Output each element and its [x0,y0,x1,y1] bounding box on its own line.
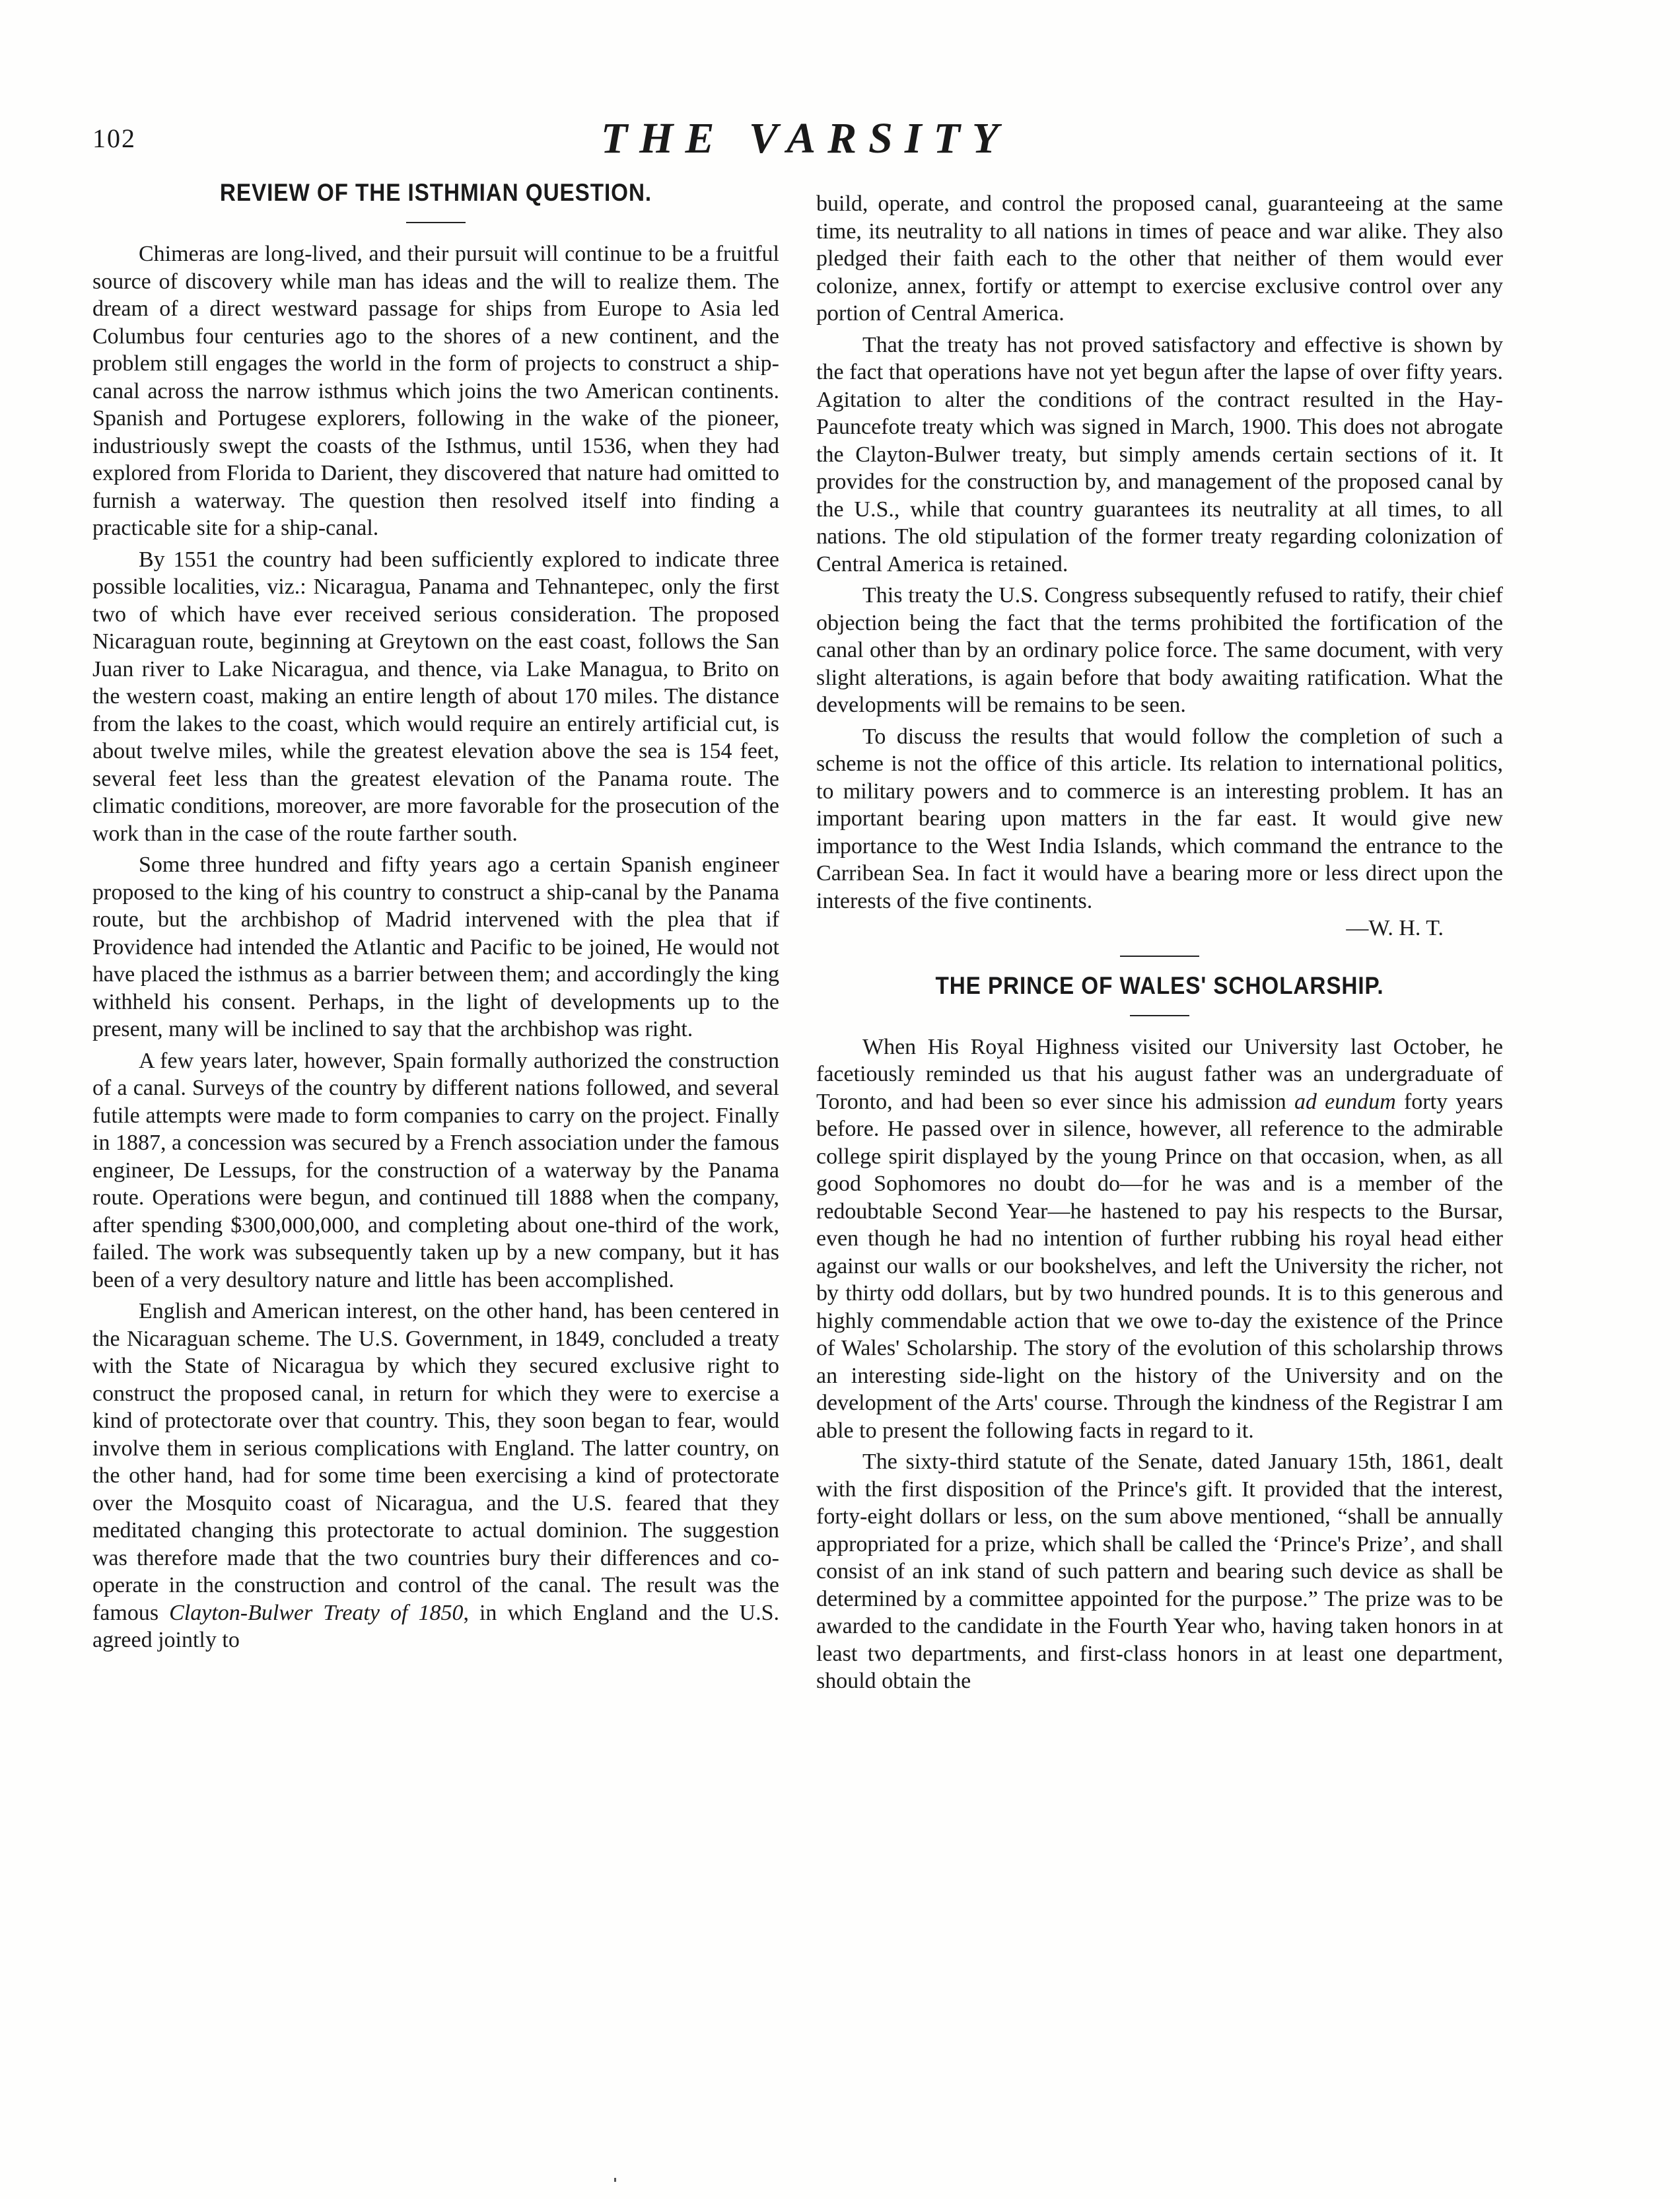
article-divider [1120,956,1199,957]
paragraph [92,1298,779,1654]
paragraph: That the treaty has not proved satisfactory and effective is shown by the fact that operations have not yet begun after the lapse of over fifty years. Agitation to alter the conditions of the contract resulted in the Hay-Pauncefote treaty which was signed in March, 1900. This does not abrogate the Clayton-Bulwer treaty, but simply amends certain sections of it. It provides for the construction by, and management of the proposed canal by the U.S., while that country guarantees its neutrality at all times, to all nations. The old stipulation of the former treaty regarding colonization of Central America is retained. [816,332,1503,576]
paragraph [816,1033,1503,1445]
paragraph-continued: build, operate, and control the proposed canal, guaranteeing at the same time, its neutrality to all nations in times of peace and war alike. They also pledged their faith each to the other that neither of them would ever colonize, annex, fortify or attempt to exercise exclusive control over any portion of Central America. [816,192,1503,326]
paragraph-text: forty years before. He passed over in silence, however, all reference to the admirable college spirit displayed by the young Prince on that occasion, when, as all good Sophomores no doubt do—for he was and is a member of the redoubtable Second Year—he hastened to pay his respects to the Bursar, even though he had no intention of further rubbing his royal head either against our walls or our bookshelves, and left the University the richer, not by thirty odd dollars, but by two hundred pounds. It is to this generous and highly commendable action that we owe to-day the existence of the Prince of Wales' Scholarship. The story of the evolution of this scholarship throws an interesting side-light on the history of the University and on the development of the Arts' course. Through the kindness of the Registrar I am able to present the following facts in regard to it. [816,1089,1504,1443]
paragraph-text: English and American interest, on the other hand, has been centered in the Nicaraguan scheme. The U.S. Government, in 1849, concluded a treaty with the State of Nicaragua by which they secured exclusive right to construct the proposed canal, in return for which they were to exercise a kind of protectorate over that country. This, they soon began to fear, would involve them in serious complications with England. The latter country, on the other hand, had for some time been exercising a kind of protectorate over the Mosquito coast of Nicaragua, and the U.S. feared that they meditated changing this protectorate to actual dominion. The suggestion was therefore made that the two countries bury their differences and co-operate in the construction and control of the canal. The result was the famous [92,1299,779,1625]
title-divider [1130,1015,1189,1016]
page-number: 102 [92,123,136,153]
author-signature: —W. H. T. [1346,916,1444,940]
page-header [92,114,1519,166]
article-title-isthmian: REVIEW OF THE ISTHMIAN QUESTION. [219,179,652,206]
print-mark [614,2178,616,2182]
paragraph: The sixty-third statute of the Senate, dated January 15th, 1861, dealt with the first disposition of the Prince's gift. It provided that the interest, forty-eight dollars or less, on the sum above mentioned, “shall be annually appropriated for a prize, which shall be called the ‘Prince's Prize’, and shall consist of an ink stand of such pattern and bearing such device as shall be determined by a committee appointed for the purpose.” The prize was to be awarded to the candidate in the Fourth Year who, having taken honors in at least two departments, and first-class honors in at least one department, should obtain the [816,1449,1503,1693]
paragraph-text: When His Royal Highness visited our University last October, he facetiously reminded us that his august father was an undergraduate of Toronto, and had been so ever since his admission [816,1034,1503,1114]
treaty-name: Clayton-Bulwer Treaty of 1850 [169,1600,464,1625]
article-title-scholarship: THE PRINCE OF WALES' SCHOLARSHIP. [935,971,1384,999]
title-divider [406,222,466,223]
paragraph: Chimeras are long-lived, and their pursuit will continue to be a fruitful source of discovery while man has ideas and the will to realize them. The dream of a direct westward passage for ships from Europe to Asia led Columbus four centuries ago to the shores of a new continent, and the problem still engages the world in the form of projects to construct a ship-canal across the narrow isthmus which joins the two American continents. Spanish and Portugese explorers, following in the wake of the pioneer, industriously swept the coasts of the Isthmus, until 1536, when they had explored from Florida to Darient, they discovered that nature had omitted to furnish a waterway. The question then resolved itself into finding a practicable site for a ship-canal. [92,242,779,540]
latin-phrase: ad eundum [1294,1089,1396,1114]
paragraph: This treaty the U.S. Congress subsequently refused to ratify, their chief objection being the fact that the terms prohibited the fortification of the canal other than by an ordinary police force. The same document, with very slight alterations, is again before that body awaiting ratification. What the developments will be remains to be seen. [816,583,1503,717]
left-column [92,177,779,1658]
journal-title: THE VARSITY [600,114,1011,162]
right-column [816,190,1503,1699]
paragraph: A few years later, however, Spain formally authorized the construction of a canal. Surveys of the country by different nations followed, and several futile attempts were made to form companies to carry on the project. Finally in 1887, a concession was secured by a French association under the famous engineer, De Lessups, for the construction of a waterway by the Panama route. Operations were begun, and continued till 1888 when the company, after spending $300,000,000, and completing about one-third of the work, failed. The work was subsequently taken up by a new company, but it has been of a very desultory nature and little has been accomplished. [92,1048,779,1292]
paragraph: Some three hundred and fifty years ago a certain Spanish engineer proposed to the king of his country to construct a ship-canal by the Panama route, but the archbishop of Madrid intervened with the plea that if Providence had intended the Atlantic and Pacific to be joined, He would not have placed the isthmus as a barrier between them; and accordingly the king withheld his consent. Perhaps, in the light of developments up to the present, many will be inclined to say that the archbishop was right. [92,853,779,1041]
paragraph-text: , in which England and the U.S. agreed jointly to [92,1600,780,1652]
paragraph: By 1551 the country had been sufficiently explored to indicate three possible localities, viz.: Nicaragua, Panama and Tehnantepec, only the first two of which have ever received serious consideration. The proposed Nicaraguan route, beginning at Greytown on the east coast, follows the San Juan river to Lake Nicaragua, and thence, via Lake Managua, to Brito on the western coast, making an entire length of about 170 miles. The distance from the lakes to the coast, which would require an entirely artificial cut, is about twelve miles, while the greatest elevation above the sea is 154 feet, several feet less than the greatest elevation of the Panama route. The climatic conditions, moreover, are more favorable for the prosecution of the work than in the case of the route farther south. [92,547,779,846]
paragraph: To discuss the results that would follow the completion of such a scheme is not the office of this article. Its relation to international politics, to military powers and to commerce is an interesting problem. It has an important bearing upon matters in the far east. It would give new importance to the West India Islands, which command the entrance to the Carribean Sea. In fact it would have a bearing more or less direct upon the interests of the five continents. [816,724,1503,913]
